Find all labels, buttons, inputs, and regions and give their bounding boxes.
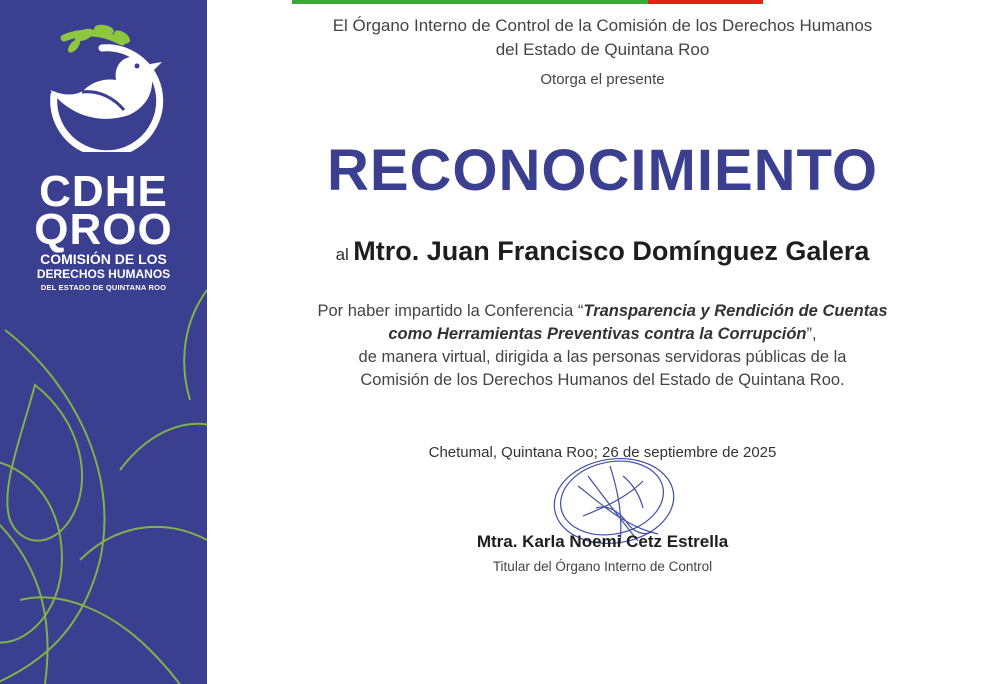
- recipient-line: [207, 234, 998, 273]
- handwritten-signature: [548, 446, 688, 546]
- signer-role: Titular del Órgano Interno de Control: [492, 559, 713, 574]
- top-accent-bar-green: [292, 0, 648, 4]
- logo-subtitle-line-1: COMISIÓN DE LOS: [40, 251, 167, 267]
- body-quote-close: ”,: [806, 325, 817, 343]
- recipient-prefix: al: [335, 245, 349, 264]
- place-and-date: Chetumal, Quintana Roo; 26 de septiembre de 2025: [428, 444, 777, 461]
- issuer-line-2: del Estado de Quintana Roo: [495, 40, 710, 59]
- body-intro: Por haber impartido la Conferencia “: [317, 302, 584, 320]
- sidebar-brand-panel: [0, 0, 207, 684]
- body-line-4: Comisión de los Derechos Humanos del Estado de Quintana Roo.: [360, 371, 845, 389]
- issuer-heading: [207, 14, 998, 62]
- logo-subtitle-line-2: DERECHOS HUMANOS: [36, 267, 171, 281]
- signer-name: Mtra. Karla Noemi Cetz Estrella: [476, 532, 729, 551]
- conference-title-line-1: Transparencia y Rendición de Cuentas: [583, 302, 888, 320]
- dove-emblem-icon: [44, 20, 170, 152]
- recipient-name: Mtro. Juan Francisco Domínguez Galera: [353, 236, 870, 266]
- certificate-title: RECONOCIMIENTO: [326, 138, 879, 203]
- logo-subtitle-line-3: DEL ESTADO DE QUINTANA ROO: [40, 283, 167, 292]
- top-accent-bar-red: [648, 0, 763, 4]
- body-line-1: [207, 300, 998, 323]
- body-line-2: [207, 323, 998, 346]
- body-line-3: de manera virtual, dirigida a las personas servidoras públicas de la: [358, 348, 847, 366]
- logo-name-line-2: QROO: [34, 205, 173, 254]
- logo-name-line-1: CDHE: [39, 167, 168, 216]
- certificate-body: [207, 300, 998, 392]
- conference-title-line-2: como Herramientas Preventivas contra la Corrupción: [388, 325, 807, 343]
- granted-text: Otorga el presente: [540, 71, 665, 88]
- issuer-line-1: El Órgano Interno de Control de la Comisión de los Derechos Humanos: [332, 16, 873, 35]
